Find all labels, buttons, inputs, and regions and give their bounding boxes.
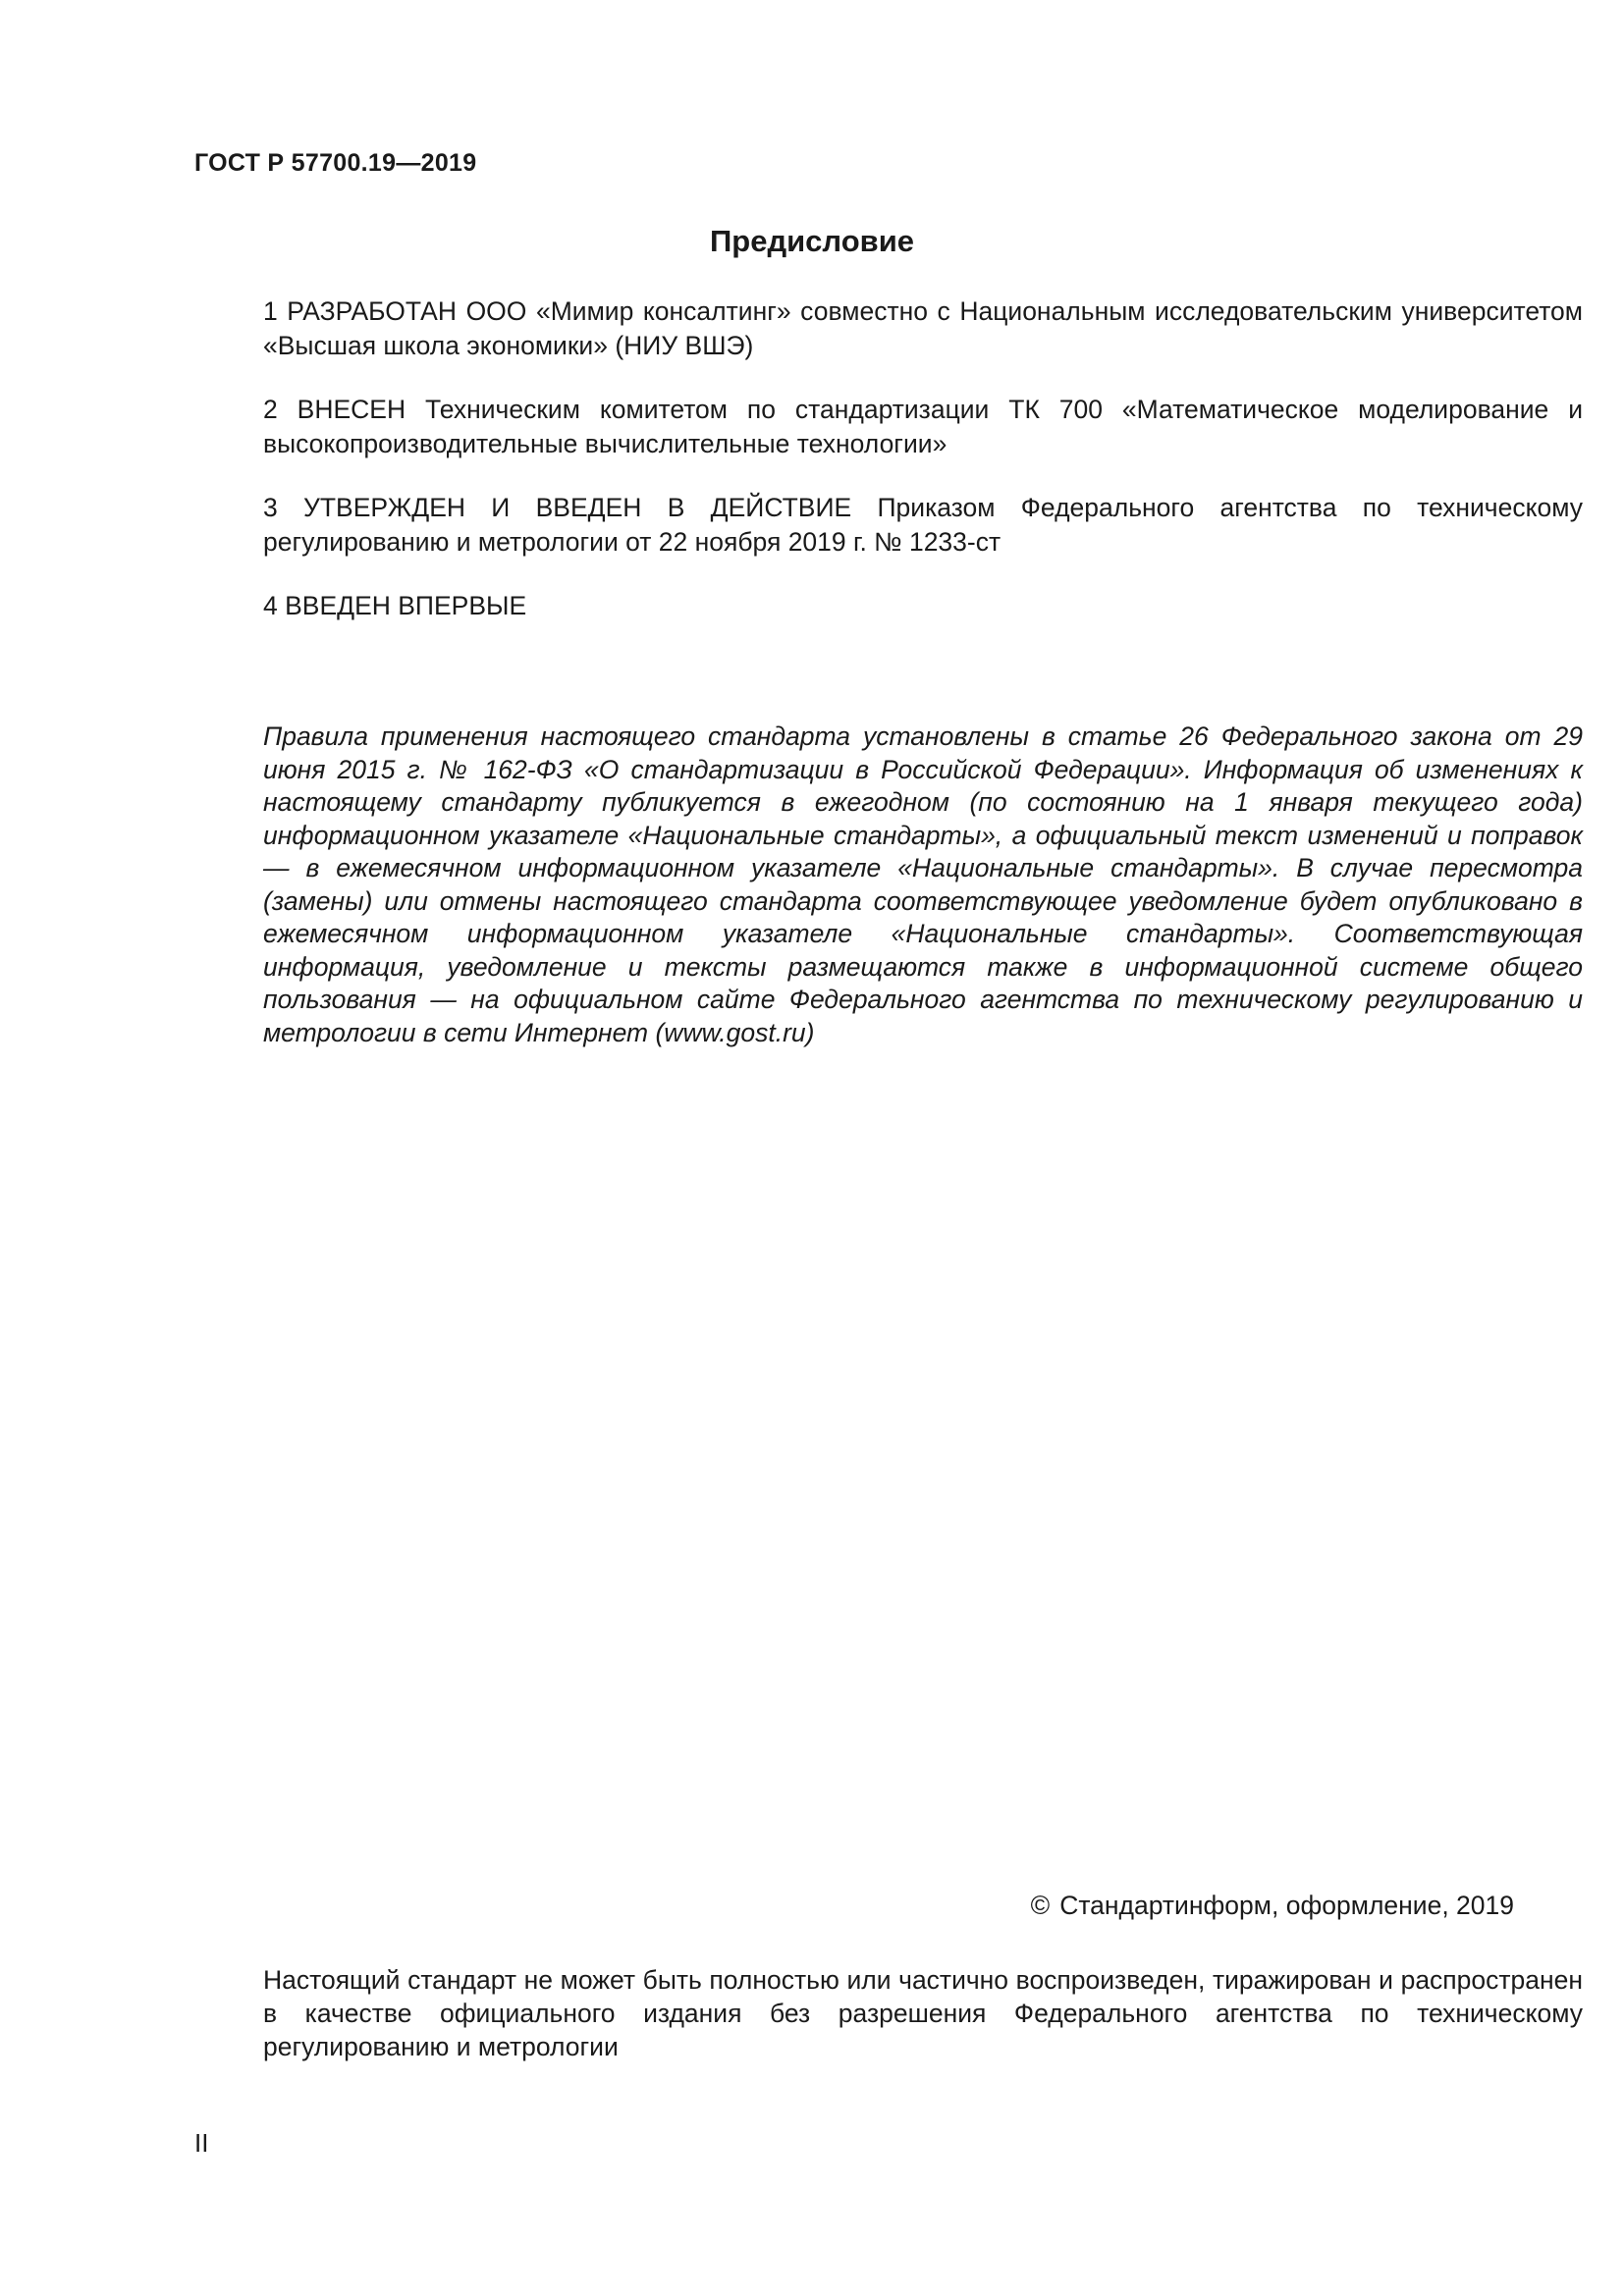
- page-number: II: [194, 2128, 209, 2158]
- foreword-item-2: 2 ВНЕСЕН Техническим комитетом по стандартизации ТК 700 «Математическое моделирование и высокопроизводительные вычислительные технологии»: [263, 395, 1583, 458]
- foreword-item-4: 4 ВВЕДЕН ВПЕРВЫЕ: [263, 591, 527, 620]
- application-rules-notice: Правила применения настоящего стандарта установлены в статье 26 Федерального закона от 29 июня 2015 г. № 162-ФЗ «О стандартизации в Российской Федерации». Информация об изменениях к настоящему стандарту публикуется в ежегодном (по состоянию на 1 января текущего года) информационном указателе «Национальные стандарты», а официальный текст изменений и поправок — в ежемесячном информационном указателе «Национальные стандарты». В случае пересмотра (замены) или отмены настоящего стандарта соответствующее уведомление будет опубликовано в ежемесячном информационном указателе «Национальные стандарты». Соответствующая информация, уведомление и тексты размещаются также в информационной системе общего пользования — на официальном сайте Федерального агентства по техническому регулированию и метрологии в сети Интернет (www.gost.ru): [263, 721, 1583, 1047]
- page-title: Предисловие: [709, 224, 914, 258]
- reproduction-disclaimer: Настоящий стандарт не может быть полностью или частично воспроизведен, тиражирован и распространен в качестве официального издания без разрешения Федерального агентства по техническому регулированию и метрологии: [263, 1965, 1583, 2061]
- copyright-line: [1031, 1891, 1514, 1921]
- copyright-symbol: ©: [1030, 1891, 1051, 1920]
- foreword-item-1: 1 РАЗРАБОТАН ООО «Мимир консалтинг» совместно с Национальным исследовательским университетом «Высшая школа экономики» (НИУ ВШЭ): [263, 296, 1583, 360]
- document-code: ГОСТ Р 57700.19—2019: [194, 149, 477, 177]
- foreword-item-3: 3 УТВЕРЖДЕН И ВВЕДЕН В ДЕЙСТВИЕ Приказом Федерального агентства по техническому регулированию и метрологии от 22 ноября 2019 г. № 1233-ст: [263, 493, 1583, 557]
- copyright-text: Стандартинформ, оформление, 2019: [1059, 1891, 1514, 1920]
